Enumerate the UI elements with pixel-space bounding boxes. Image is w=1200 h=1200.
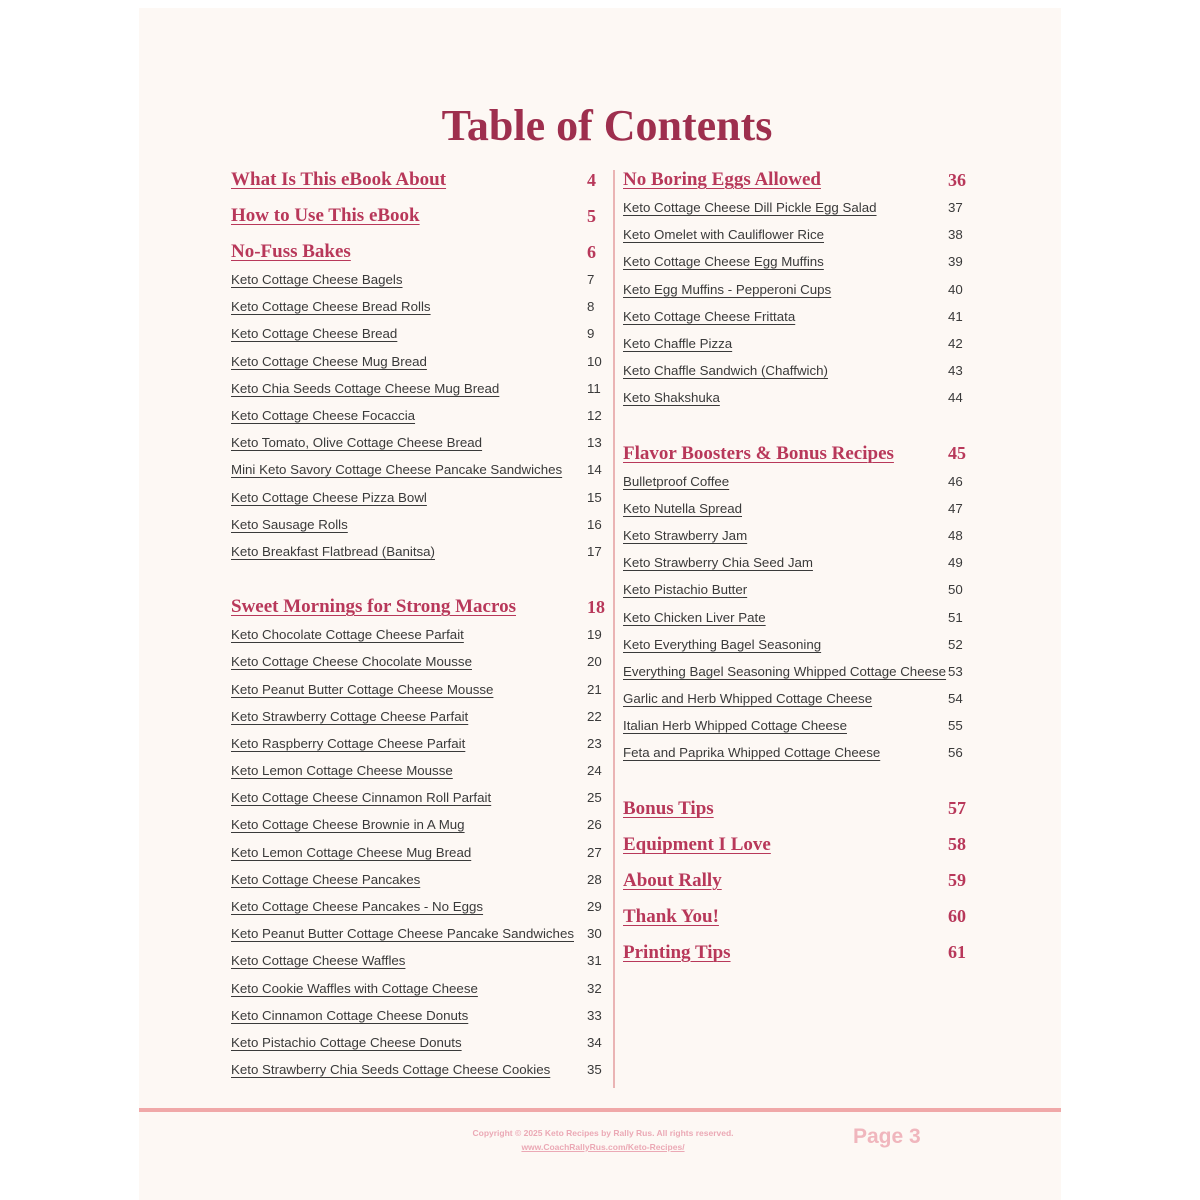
entry-title-link[interactable]: Keto Pistachio Cottage Cheese Donuts <box>231 1034 462 1050</box>
entry-title-link[interactable]: Keto Peanut Butter Cottage Cheese Pancake Sandwiches <box>231 926 574 942</box>
entry-page-number: 45 <box>948 443 966 463</box>
toc-heading-entry[interactable] <box>623 863 970 899</box>
toc-entry[interactable] <box>623 576 970 603</box>
entry-page-number: 26 <box>587 817 602 833</box>
entry-page-number: 37 <box>948 200 963 216</box>
toc-column-left <box>231 162 605 1107</box>
entry-title-link[interactable]: Keto Sausage Rolls <box>231 516 348 532</box>
toc-entry[interactable] <box>231 293 605 320</box>
toc-entry[interactable] <box>231 730 605 757</box>
entry-page-number: 19 <box>587 627 602 643</box>
entry-page-number: 55 <box>948 718 963 734</box>
entry-page-number: 59 <box>948 870 966 891</box>
toc-entry[interactable] <box>231 839 605 866</box>
page-title: Table of Contents <box>441 101 773 150</box>
toc-heading-entry[interactable] <box>623 935 970 971</box>
entry-page-number: 36 <box>948 169 966 190</box>
entry-title-link[interactable]: Keto Cookie Waffles with Cottage Cheese <box>231 980 478 996</box>
toc-entry[interactable] <box>623 468 970 495</box>
entry-page-number: 5 <box>587 205 596 226</box>
toc-entry[interactable] <box>623 495 970 522</box>
entry-title-link[interactable]: Keto Tomato, Olive Cottage Cheese Bread <box>231 435 483 451</box>
toc-section <box>231 162 605 565</box>
entry-page-number: 31 <box>587 953 602 969</box>
toc-entry[interactable] <box>231 866 605 893</box>
entry-title-link[interactable]: Keto Cottage Cheese Dill Pickle Egg Salad <box>623 200 877 216</box>
toc-heading-entry[interactable] <box>231 162 605 198</box>
entry-title-link[interactable]: How to Use This eBook <box>231 205 420 226</box>
entry-title-link[interactable]: Keto Cottage Cheese Cinnamon Roll Parfait <box>231 790 492 806</box>
toc-entry[interactable] <box>623 248 970 275</box>
toc-entry[interactable] <box>231 621 605 648</box>
entry-title-link[interactable]: Printing Tips <box>623 941 731 963</box>
entry-page-number: 21 <box>587 681 602 697</box>
entry-page-number: 47 <box>948 500 963 516</box>
toc-entry[interactable] <box>623 522 970 549</box>
toc-entry[interactable] <box>231 348 605 375</box>
entry-page-number: 25 <box>587 790 602 806</box>
entry-page-number: 11 <box>587 380 601 396</box>
entry-page-number: 44 <box>948 390 963 406</box>
entry-page-number: 43 <box>948 363 963 379</box>
toc-entry[interactable] <box>231 320 605 347</box>
entry-title-link[interactable]: Keto Cottage Cheese Egg Muffins <box>623 254 824 270</box>
toc-entry[interactable] <box>231 675 605 702</box>
entry-page-number: 7 <box>587 272 595 288</box>
toc-entry[interactable] <box>231 266 605 293</box>
entry-page-number: 27 <box>587 844 602 860</box>
entry-page-number: 35 <box>587 1062 602 1078</box>
entry-title-link[interactable]: Keto Lemon Cottage Cheese Mug Bread <box>231 844 472 860</box>
toc-entry[interactable] <box>623 549 970 576</box>
entry-title-link[interactable]: Keto Cottage Cheese Mug Bread <box>231 353 427 369</box>
page-number: Page 3 <box>853 1125 921 1148</box>
toc-entry[interactable] <box>231 538 605 565</box>
entry-page-number: 20 <box>587 654 602 670</box>
entry-title-link[interactable]: What Is This eBook About <box>231 169 447 190</box>
entry-title-link[interactable]: Keto Chocolate Cottage Cheese Parfait <box>231 627 464 643</box>
entry-title-link[interactable]: Keto Strawberry Cottage Cheese Parfait <box>231 708 469 724</box>
entry-title-link[interactable]: Keto Cottage Cheese Focaccia <box>231 408 416 424</box>
entry-page-number: 60 <box>948 906 966 927</box>
toc-heading-entry[interactable] <box>623 436 970 472</box>
entry-page-number: 12 <box>587 408 602 424</box>
toc-entry[interactable] <box>623 357 970 384</box>
entry-title-link[interactable]: Keto Egg Muffins - Pepperoni Cups <box>623 281 832 297</box>
toc-entry[interactable] <box>623 276 970 303</box>
entry-page-number: 22 <box>587 708 602 724</box>
entry-page-number: 56 <box>948 745 963 761</box>
toc-entry[interactable] <box>231 975 605 1002</box>
toc-heading-entry[interactable] <box>231 589 605 625</box>
entry-title-link[interactable]: Keto Lemon Cottage Cheese Mousse <box>231 763 453 779</box>
toc-entry[interactable] <box>231 648 605 675</box>
entry-page-number: 28 <box>587 871 602 887</box>
entry-page-number: 33 <box>587 1007 602 1023</box>
entry-page-number: 39 <box>948 254 963 270</box>
toc-entry[interactable] <box>231 1056 605 1083</box>
entry-title-link[interactable]: Bonus Tips <box>623 797 714 819</box>
website-link[interactable]: www.CoachRallyRus.com/Keto-Recipes/ <box>521 1142 685 1152</box>
copyright-text: Copyright © 2025 Keto Recipes by Rally Rus. All rights reserved. <box>472 1128 734 1138</box>
toc-column-right <box>623 162 970 995</box>
entry-title-link[interactable]: Italian Herb Whipped Cottage Cheese <box>623 718 847 734</box>
entry-page-number: 38 <box>948 227 963 243</box>
entry-title-link[interactable]: No-Fuss Bakes <box>231 241 351 262</box>
toc-entry[interactable] <box>231 402 605 429</box>
entry-page-number: 30 <box>587 926 602 942</box>
entry-page-number: 17 <box>587 543 602 559</box>
entry-title-link[interactable]: Keto Cottage Cheese Bread <box>231 326 398 342</box>
entry-page-number: 42 <box>948 336 963 352</box>
toc-entry[interactable] <box>623 658 970 685</box>
entry-title-link[interactable]: Keto Cottage Cheese Bagels <box>231 272 403 288</box>
toc-heading-entry[interactable] <box>231 198 605 234</box>
toc-entry[interactable] <box>623 194 970 221</box>
toc-section <box>231 589 605 1083</box>
entry-page-number: 23 <box>587 735 602 751</box>
toc-entry[interactable] <box>231 1002 605 1029</box>
entry-title-link[interactable]: Keto Strawberry Jam <box>623 527 748 543</box>
entry-title-link[interactable]: Keto Cottage Cheese Pancakes - No Eggs <box>231 899 484 915</box>
entry-title-link[interactable]: Mini Keto Savory Cottage Cheese Pancake Sandwiches <box>231 462 563 478</box>
entry-page-number: 16 <box>587 516 602 532</box>
entry-page-number: 18 <box>587 596 605 617</box>
entry-page-number: 32 <box>587 980 602 996</box>
entry-title-link[interactable]: Keto Omelet with Cauliflower Rice <box>623 227 825 243</box>
entry-title-link[interactable]: Keto Strawberry Chia Seed Jam <box>623 555 813 571</box>
entry-page-number: 49 <box>948 555 963 571</box>
toc-section <box>623 791 970 971</box>
entry-title-link[interactable]: Equipment I Love <box>623 833 771 855</box>
entry-page-number: 34 <box>587 1034 602 1050</box>
entry-title-link[interactable]: Flavor Boosters & Bonus Recipes <box>623 442 894 464</box>
entry-title-link[interactable]: Feta and Paprika Whipped Cottage Cheese <box>623 745 881 761</box>
entry-page-number: 61 <box>948 942 966 963</box>
toc-entry[interactable] <box>623 739 970 766</box>
entry-title-link[interactable]: Keto Shakshuka <box>623 390 720 406</box>
toc-entry[interactable] <box>623 685 970 712</box>
toc-entry[interactable] <box>231 893 605 920</box>
entry-title-link[interactable]: Keto Breakfast Flatbread (Banitsa) <box>231 543 435 559</box>
entry-page-number: 41 <box>948 308 963 324</box>
entry-title-link[interactable]: Keto Chia Seeds Cottage Cheese Mug Bread <box>231 380 500 396</box>
entry-page-number: 8 <box>587 299 595 315</box>
toc-heading-entry[interactable] <box>623 791 970 827</box>
toc-entry[interactable] <box>623 603 970 630</box>
entry-title-link[interactable]: Keto Cottage Cheese Pancakes <box>231 871 421 887</box>
entry-title-link[interactable]: Keto Chaffle Pizza <box>623 336 733 352</box>
toc-entry[interactable] <box>231 429 605 456</box>
entry-page-number: 50 <box>948 582 963 598</box>
entry-page-number: 14 <box>587 462 602 478</box>
toc-section <box>623 436 970 767</box>
toc-entry[interactable] <box>231 456 605 483</box>
entry-page-number: 52 <box>948 636 963 652</box>
entry-title-link[interactable]: Keto Everything Bagel Seasoning <box>623 636 822 652</box>
toc-entry[interactable] <box>231 375 605 402</box>
entry-title-link[interactable]: Keto Strawberry Chia Seeds Cottage Cheese Cookies <box>231 1062 551 1078</box>
entry-title-link[interactable]: Keto Cottage Cheese Chocolate Mousse <box>231 654 472 670</box>
toc-entry[interactable] <box>623 384 970 411</box>
entry-title-link[interactable]: About Rally <box>623 869 722 891</box>
toc-entry[interactable] <box>231 484 605 511</box>
entry-title-link[interactable]: Keto Chaffle Sandwich (Chaffwich) <box>623 363 828 379</box>
toc-entry[interactable] <box>231 511 605 538</box>
toc-entry[interactable] <box>623 303 970 330</box>
entry-page-number: 48 <box>948 527 963 543</box>
toc-entry[interactable] <box>623 221 970 248</box>
toc-entry[interactable] <box>623 712 970 739</box>
toc-entry[interactable] <box>231 703 605 730</box>
toc-heading-entry[interactable] <box>623 827 970 863</box>
toc-entry[interactable] <box>231 920 605 947</box>
entry-title-link[interactable]: Garlic and Herb Whipped Cottage Cheese <box>623 691 873 707</box>
entry-title-link[interactable]: Keto Cottage Cheese Brownie in A Mug <box>231 817 465 833</box>
entry-title-link[interactable]: Everything Bagel Seasoning Whipped Cottage Cheese <box>623 663 947 679</box>
entry-page-number: 46 <box>948 473 963 489</box>
toc-section <box>623 162 970 412</box>
toc-entry[interactable] <box>231 811 605 838</box>
entry-title-link[interactable]: Thank You! <box>623 905 719 927</box>
entry-title-link[interactable]: Keto Cottage Cheese Waffles <box>231 953 406 969</box>
entry-page-number: 58 <box>948 834 966 855</box>
toc-entry[interactable] <box>231 784 605 811</box>
entry-page-number: 57 <box>948 798 966 819</box>
toc-entry[interactable] <box>623 631 970 658</box>
entry-page-number: 29 <box>587 899 602 915</box>
footer-copyright-block <box>400 1126 806 1154</box>
entry-title-link[interactable]: Sweet Mornings for Strong Macros <box>231 596 516 618</box>
entry-page-number: 6 <box>587 241 596 262</box>
entry-page-number: 24 <box>587 763 602 779</box>
toc-entry[interactable] <box>231 1029 605 1056</box>
entry-page-number: 4 <box>587 169 596 190</box>
entry-page-number: 40 <box>948 281 963 297</box>
entry-title-link[interactable]: Keto Chicken Liver Pate <box>623 609 766 625</box>
entry-title-link[interactable]: Keto Nutella Spread <box>623 500 743 516</box>
entry-title-link[interactable]: No Boring Eggs Allowed <box>623 169 821 190</box>
toc-heading-entry[interactable] <box>231 234 605 270</box>
toc-entry[interactable] <box>623 330 970 357</box>
entry-title-link[interactable]: Keto Pistachio Butter <box>623 582 748 598</box>
entry-title-link[interactable]: Keto Cottage Cheese Pizza Bowl <box>231 489 427 505</box>
toc-heading-entry[interactable] <box>623 899 970 935</box>
entry-page-number: 51 <box>948 609 963 625</box>
toc-entry[interactable] <box>231 757 605 784</box>
column-divider <box>613 170 615 1088</box>
entry-page-number: 10 <box>587 353 602 369</box>
entry-title-link[interactable]: Keto Cottage Cheese Frittata <box>623 308 796 324</box>
entry-page-number: 13 <box>587 435 602 451</box>
toc-entry[interactable] <box>231 947 605 974</box>
entry-page-number: 53 <box>948 663 963 679</box>
entry-title-link[interactable]: Keto Cottage Cheese Bread Rolls <box>231 299 431 315</box>
entry-title-link[interactable]: Keto Raspberry Cottage Cheese Parfait <box>231 735 466 751</box>
entry-page-number: 54 <box>948 691 963 707</box>
entry-title-link[interactable]: Keto Cinnamon Cottage Cheese Donuts <box>231 1007 469 1023</box>
footer-rule <box>139 1108 1061 1112</box>
toc-heading-entry[interactable] <box>623 162 970 198</box>
entry-title-link[interactable]: Bulletproof Coffee <box>623 473 730 489</box>
entry-page-number: 9 <box>587 326 595 342</box>
entry-page-number: 15 <box>587 489 602 505</box>
entry-title-link[interactable]: Keto Peanut Butter Cottage Cheese Mousse <box>231 681 494 697</box>
